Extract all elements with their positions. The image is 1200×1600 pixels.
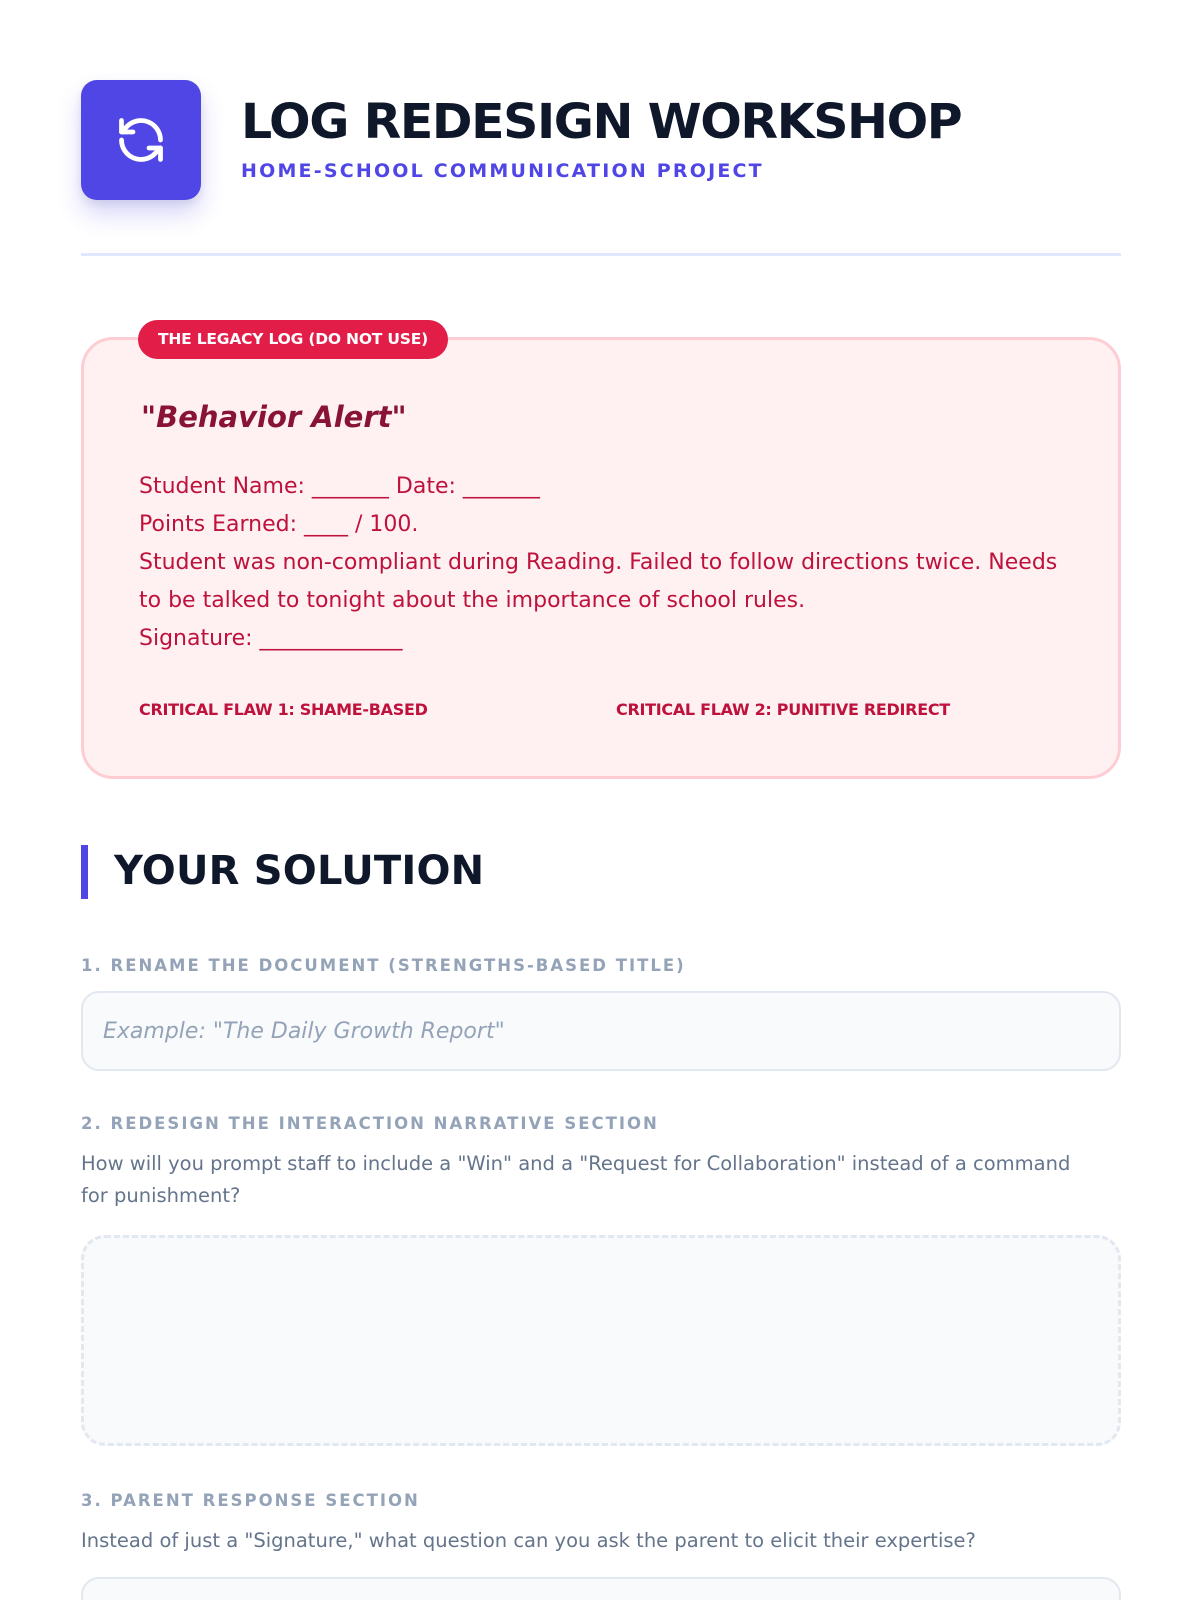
legacy-line-student-date: Student Name: _______ Date: _______ — [139, 474, 540, 499]
page-subtitle: HOME-SCHOOL COMMUNICATION PROJECT — [241, 160, 764, 182]
legacy-log-tag: THE LEGACY LOG (DO NOT USE) — [138, 320, 448, 359]
solution-heading: YOUR SOLUTION — [114, 848, 485, 894]
logo-badge — [81, 80, 201, 200]
parent-response-input[interactable] — [81, 1577, 1121, 1600]
question-2-label: 2. REDESIGN THE INTERACTION NARRATIVE SECTION — [81, 1114, 659, 1133]
critical-flaw-1: CRITICAL FLAW 1: SHAME-BASED — [139, 700, 428, 719]
question-3-description: Instead of just a "Signature," what question can you ask the parent to elicit their expertise? — [81, 1529, 976, 1552]
question-3-label: 3. PARENT RESPONSE SECTION — [81, 1491, 420, 1510]
workshop-page — [81, 0, 1121, 1600]
document-title-input[interactable] — [81, 991, 1121, 1071]
narrative-section-textarea[interactable] — [81, 1235, 1121, 1446]
question-2-description: How will you prompt staff to include a "Win" and a "Request for Collaboration" instead of a command for punishment? — [81, 1152, 1071, 1207]
header-divider — [81, 253, 1121, 256]
refresh-icon — [115, 114, 167, 166]
question-1-label: 1. RENAME THE DOCUMENT (STRENGTHS-BASED TITLE) — [81, 956, 686, 975]
legacy-line-narrative: Student was non-compliant during Reading. Failed to follow directions twice. Needs to be talked to tonight about the importance of school rules. — [139, 550, 1058, 613]
legacy-log-heading: "Behavior Alert" — [141, 400, 407, 434]
page-title: LOG REDESIGN WORKSHOP — [241, 94, 962, 150]
legacy-line-points: Points Earned: ____ / 100. — [139, 512, 419, 537]
legacy-log-card — [81, 337, 1121, 779]
legacy-log-body — [139, 468, 1069, 658]
page-header — [81, 80, 1121, 200]
legacy-line-signature: Signature: _____________ — [139, 626, 403, 651]
critical-flaw-2: CRITICAL FLAW 2: PUNITIVE REDIRECT — [616, 700, 950, 719]
solution-accent-bar — [81, 845, 88, 899]
